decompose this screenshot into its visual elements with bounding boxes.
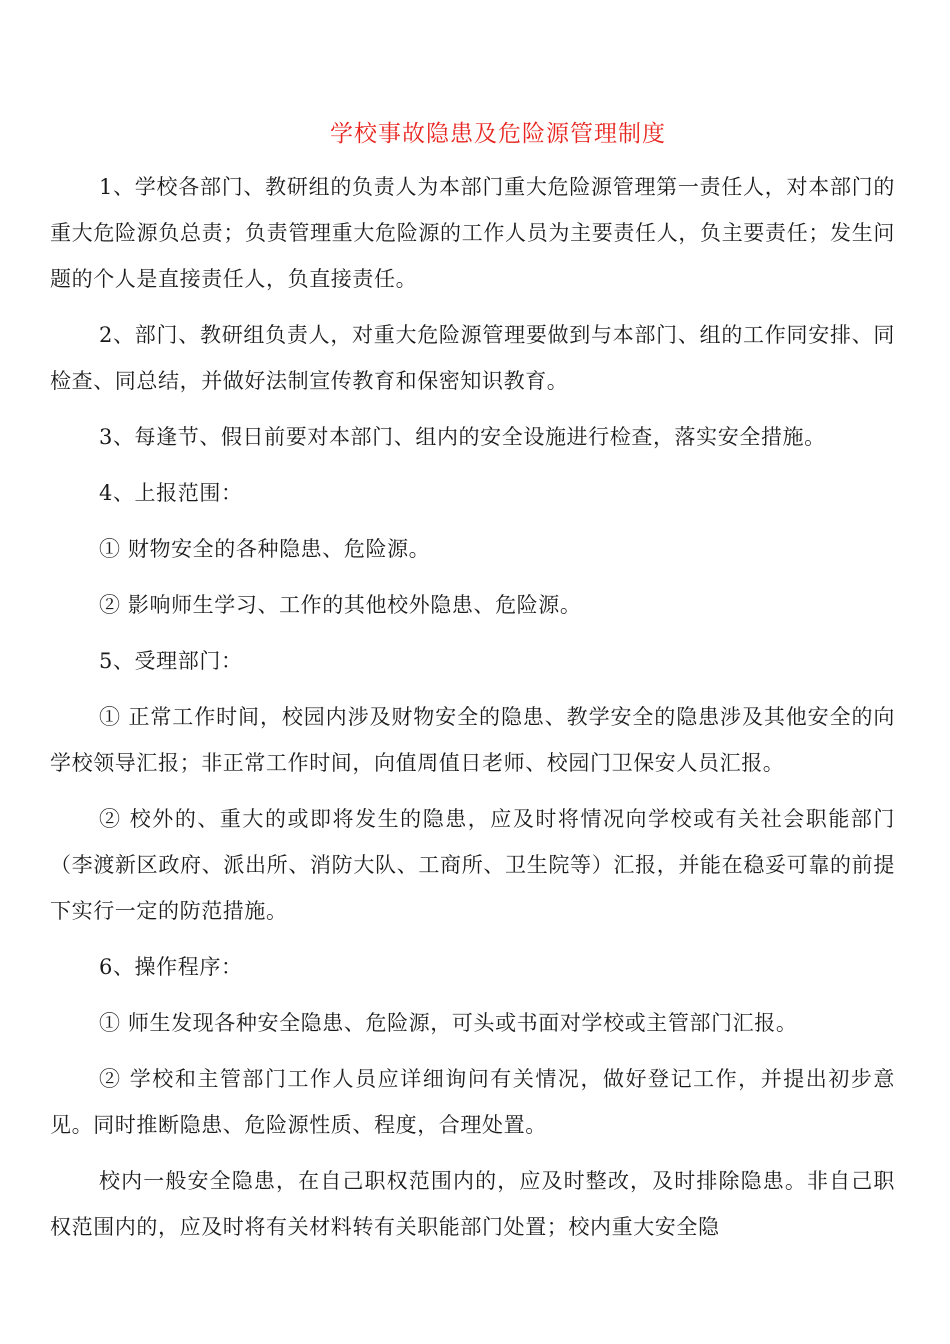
paragraph-5-item-2: ② 校外的、重大的或即将发生的隐患，应及时将情况向学校或有关社会职能部门（李渡新区政府、派出所、消防大队、工商所、卫生院等）汇报，并能在稳妥可靠的前提下实行一定的防范措施。: [50, 807, 895, 923]
document-body: [50, 164, 895, 1250]
document-title: 学校事故隐患及危险源管理制度: [330, 121, 666, 147]
paragraph-5: 5、受理部门：: [99, 649, 243, 673]
paragraph-6-item-2: ② 学校和主管部门工作人员应详细询问有关情况，做好登记工作，并提出初步意见。同时推断隐患、危险源性质、程度，合理处置。: [50, 1067, 895, 1137]
paragraph-4-item-1: ① 财物安全的各种隐患、危险源。: [99, 537, 431, 561]
paragraph-2: 2、部门、教研组负责人，对重大危险源管理要做到与本部门、组的工作同安排、同检查、同总结，并做好法制宣传教育和保密知识教育。: [50, 323, 895, 393]
paragraph-5-item-1: ① 正常工作时间，校园内涉及财物安全的隐患、教学安全的隐患涉及其他安全的向学校领导汇报；非正常工作时间，向值周值日老师、校园门卫保安人员汇报。: [50, 705, 895, 775]
paragraph-4: 4、上报范围：: [99, 481, 243, 505]
paragraph-4-item-2: ② 影响师生学习、工作的其他校外隐患、危险源。: [99, 593, 582, 617]
paragraph-6-item-1: ① 师生发现各种安全隐患、危险源，可头或书面对学校或主管部门汇报。: [99, 1011, 798, 1035]
paragraph-6: 6、操作程序：: [99, 955, 243, 979]
paragraph-3: 3、每逢节、假日前要对本部门、组内的安全设施进行检查，落实安全措施。: [99, 425, 826, 449]
paragraph-7: 校内一般安全隐患，在自己职权范围内的，应及时整改，及时排除隐患。非自己职权范围内的，应及时将有关材料转有关职能部门处置；校内重大安全隐: [50, 1169, 895, 1239]
paragraph-1: 1、学校各部门、教研组的负责人为本部门重大危险源管理第一责任人，对本部门的重大危险源负总责；负责管理重大危险源的工作人员为主要责任人，负主要责任；发生问题的个人是直接责任人，负直接责任。: [50, 175, 895, 291]
